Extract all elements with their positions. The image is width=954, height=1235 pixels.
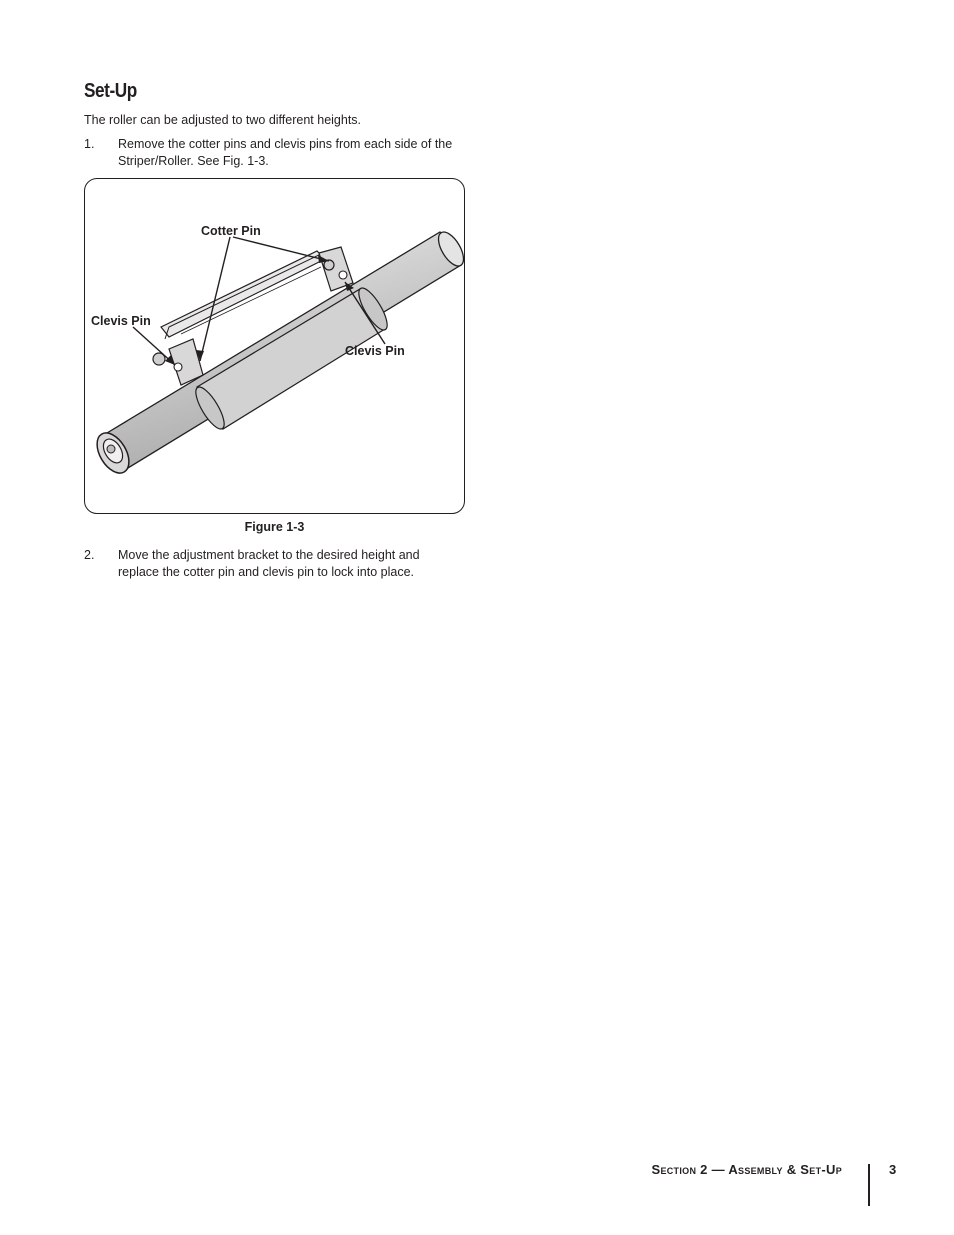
roller-illustration [85,179,465,514]
step-text: Move the adjustment bracket to the desired height and replace the cotter pin and clevis pin to lock into place. [118,548,420,579]
roller-drum [102,228,465,471]
left-side-plate [153,339,203,385]
figure-1-3 [84,178,465,514]
footer-section-title: Section 2 — Assembly & Set-Up [651,1162,842,1177]
section-title: Set-Up [84,80,137,102]
step-number: 2. [84,548,95,562]
intro-text: The roller can be adjusted to two different heights. [84,113,362,127]
page-number: 3 [889,1162,897,1177]
footer-divider [868,1164,870,1206]
figure-caption: Figure 1-3 [244,520,305,534]
callout-cotter-pin: Cotter Pin [201,224,261,238]
callout-clevis-pin-right: Clevis Pin [345,344,405,358]
step-text: Remove the cotter pins and clevis pins from each side of the Striper/Roller. See Fig. 1-3. [118,137,453,168]
step-number: 1. [84,137,95,151]
callout-clevis-pin-left: Clevis Pin [91,314,151,328]
